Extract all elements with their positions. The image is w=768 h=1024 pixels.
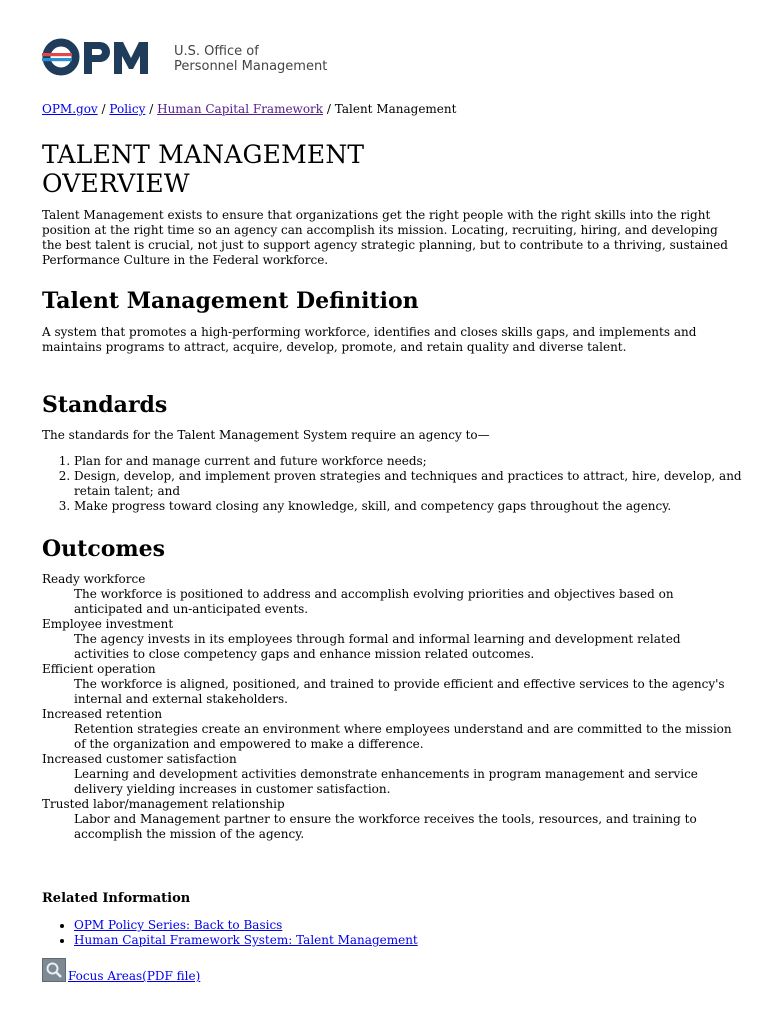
page-title (42, 140, 364, 198)
standards-item: 1. Plan for and manage current and future workforce needs; (74, 454, 764, 469)
breadcrumb (42, 101, 456, 117)
breadcrumb-opm-gov[interactable]: OPM.gov (42, 102, 98, 116)
breadcrumb-separator: / (149, 102, 154, 116)
breadcrumb-human-capital-framework[interactable]: Human Capital Framework (157, 102, 324, 116)
standards-heading: Standards (42, 392, 168, 418)
related-link-item (74, 933, 418, 948)
outcome-term: Increased customer satisfaction (42, 752, 237, 766)
related-link-hcf-talent-management[interactable]: Human Capital Framework System: Talent Management (74, 933, 418, 947)
related-link-item (74, 918, 418, 933)
outcome-description: Learning and development activities demonstrate enhancements in program management and service delivery yielding increases in customer satisfaction. (74, 767, 698, 796)
logo-subtitle-line2: Personnel Management (174, 59, 328, 74)
outcome-description: The workforce is aligned, positioned, and trained to provide efficient and effective services to the agency's internal and external stakeholders. (74, 677, 725, 706)
definition-text: A system that promotes a high-performing workforce, identifies and closes skills gaps, and implements and maintains programs to attract, acquire, develop, promote, and retain quality and diverse talent. (42, 325, 697, 354)
breadcrumb-separator: / (101, 102, 106, 116)
outcome-description: Labor and Management partner to ensure the workforce receives the tools, resources, and training to accomplish the mission of the agency. (74, 812, 697, 841)
outcomes-heading: Outcomes (42, 536, 166, 562)
breadcrumb-policy[interactable]: Policy (109, 102, 146, 116)
related-link-back-to-basics[interactable]: OPM Policy Series: Back to Basics (74, 918, 283, 932)
related-links (42, 918, 418, 948)
standards-item: 2. Design, develop, and implement proven strategies and techniques and practices to attract, hire, develop, and retain talent; and (74, 469, 764, 499)
outcome-description: The agency invests in its employees through formal and informal learning and development related activities to close competency gaps and enhance mission related outcomes. (74, 632, 681, 661)
standards-list (42, 454, 764, 514)
logo-subtitle-line1: U.S. Office of (174, 44, 259, 59)
standards-item: 3. Make progress toward closing any knowledge, skill, and competency gaps throughout the agency. (74, 499, 764, 514)
outcome-term: Ready workforce (42, 572, 146, 586)
standards-intro: The standards for the Talent Management System require an agency to— (42, 428, 490, 442)
page-title-line2: OVERVIEW (42, 169, 190, 198)
focus-areas-pdf-link[interactable]: Focus Areas(PDF file) (68, 969, 201, 983)
outcome-term: Increased retention (42, 707, 163, 721)
logo-subtitle (174, 44, 327, 74)
outcome-term: Trusted labor/management relationship (42, 797, 285, 811)
breadcrumb-separator: / (326, 102, 331, 116)
outcomes-list (42, 572, 732, 842)
magnifier-icon[interactable] (42, 958, 66, 982)
outcome-description: Retention strategies create an environment where employees understand and are committed to the mission of the organization and empowered to make a difference. (74, 722, 732, 751)
intro-paragraph: Talent Management exists to ensure that organizations get the right people with the right skills into the right position at the right time so an agency can accomplish its mission. Locating, recruiting, hiring, and developing the best talent is crucial, not just to support agency strategic planning, but to contribute to a thriving, sustained Performance Culture in the Federal workforce. (42, 208, 728, 267)
page-title-line1: TALENT MANAGEMENT (42, 140, 365, 169)
opm-logo-mark (42, 38, 162, 78)
outcome-term: Efficient operation (42, 662, 156, 676)
definition-heading: Talent Management Definition (42, 288, 419, 314)
breadcrumb-current: Talent Management (334, 102, 457, 116)
outcome-term: Employee investment (42, 617, 174, 631)
outcome-description: The workforce is positioned to address and accomplish evolving priorities and objectives based on anticipated and un-anticipated events. (74, 587, 674, 616)
opm-logo[interactable] (42, 38, 327, 78)
focus-areas (42, 958, 200, 982)
related-heading: Related Information (42, 891, 191, 906)
